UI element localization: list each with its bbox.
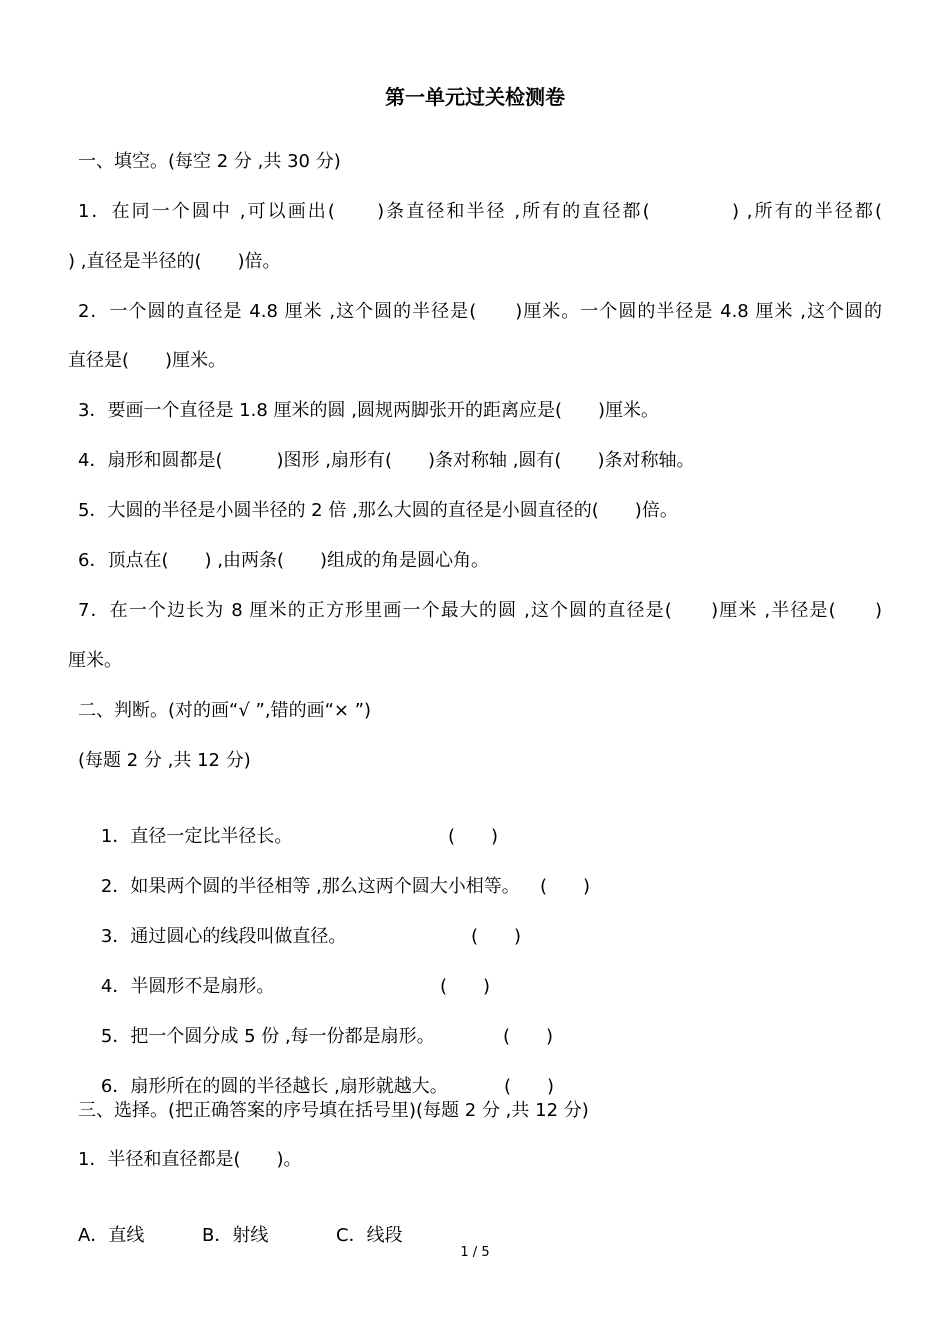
section2-subheading: (每题 2 分 ,共 12 分) [78, 750, 251, 771]
judge-item-text: 4．半圆形不是扇形。 [100, 976, 275, 997]
question-1-6: 6．顶点在( ) ,由两条( )组成的角是圆心角。 [78, 550, 489, 571]
question-1-4: 4．扇形和圆都是( )图形 ,扇形有( )条对称轴 ,圆有( )条对称轴。 [78, 450, 695, 471]
judge-item-text: 6．扇形所在的圆的半径越长 ,扇形就越大。 [100, 1076, 448, 1097]
choice-options [78, 1197, 403, 1275]
judge-answer-paren: ( ) [448, 826, 499, 847]
judge-item-text: 3．通过圆心的线段叫做直径。 [100, 926, 347, 947]
question-1-1-line-b: ) ,直径是半径的( )倍。 [68, 251, 281, 272]
page-number: 1 / 5 [460, 1245, 490, 1260]
question-1-2-line-b: 直径是( )厘米。 [68, 350, 227, 371]
judge-item-text: 2．如果两个圆的半径相等 ,那么这两个圆大小相等。 [100, 876, 520, 897]
choice-option-b: B．射线 [202, 1225, 269, 1246]
choice-option-a: A．直线 [78, 1225, 145, 1246]
judge-item-text: 1．直径一定比半径长。 [100, 826, 293, 847]
section3-heading: 三、选择。(把正确答案的序号填在括号里)(每题 2 分 ,共 12 分) [78, 1100, 589, 1121]
judge-answer-paren: ( ) [440, 976, 491, 997]
judge-answer-paren: ( ) [540, 876, 591, 897]
choice-option-c: C．线段 [336, 1225, 403, 1246]
judge-answer-paren: ( ) [504, 1076, 555, 1097]
question-1-7-line-b: 厘米。 [68, 650, 122, 671]
judge-answer-paren: ( ) [471, 926, 522, 947]
question-1-3: 3．要画一个直径是 1.8 厘米的圆 ,圆规两脚张开的距离应是( )厘米。 [78, 400, 660, 421]
question-1-2-line-a: 2．一个圆的直径是 4.8 厘米 ,这个圆的半径是( )厘米。一个圆的半径是 4.8 厘米 ,这个圆的 [78, 301, 882, 322]
choice-question-1: 1．半径和直径都是( )。 [78, 1149, 302, 1170]
judge-answer-paren: ( ) [503, 1026, 554, 1047]
question-1-1-line-a: 1．在同一个圆中 ,可以画出( )条直径和半径 ,所有的直径都( ) ,所有的半径都( [78, 201, 882, 222]
section1-heading: 一、填空。(每空 2 分 ,共 30 分) [78, 151, 341, 172]
question-1-5: 5．大圆的半径是小圆半径的 2 倍 ,那么大圆的直径是小圆直径的( )倍。 [78, 500, 678, 521]
judge-item-text: 5．把一个圆分成 5 份 ,每一份都是扇形。 [100, 1026, 435, 1047]
document-title: 第一单元过关检测卷 [385, 85, 565, 109]
section2-heading: 二、判断。(对的画“√ ”,错的画“× ”) [78, 700, 372, 721]
question-1-7-line-a: 7．在一个边长为 8 厘米的正方形里画一个最大的圆 ,这个圆的直径是( )厘米 ,半径是( ) [78, 600, 882, 621]
